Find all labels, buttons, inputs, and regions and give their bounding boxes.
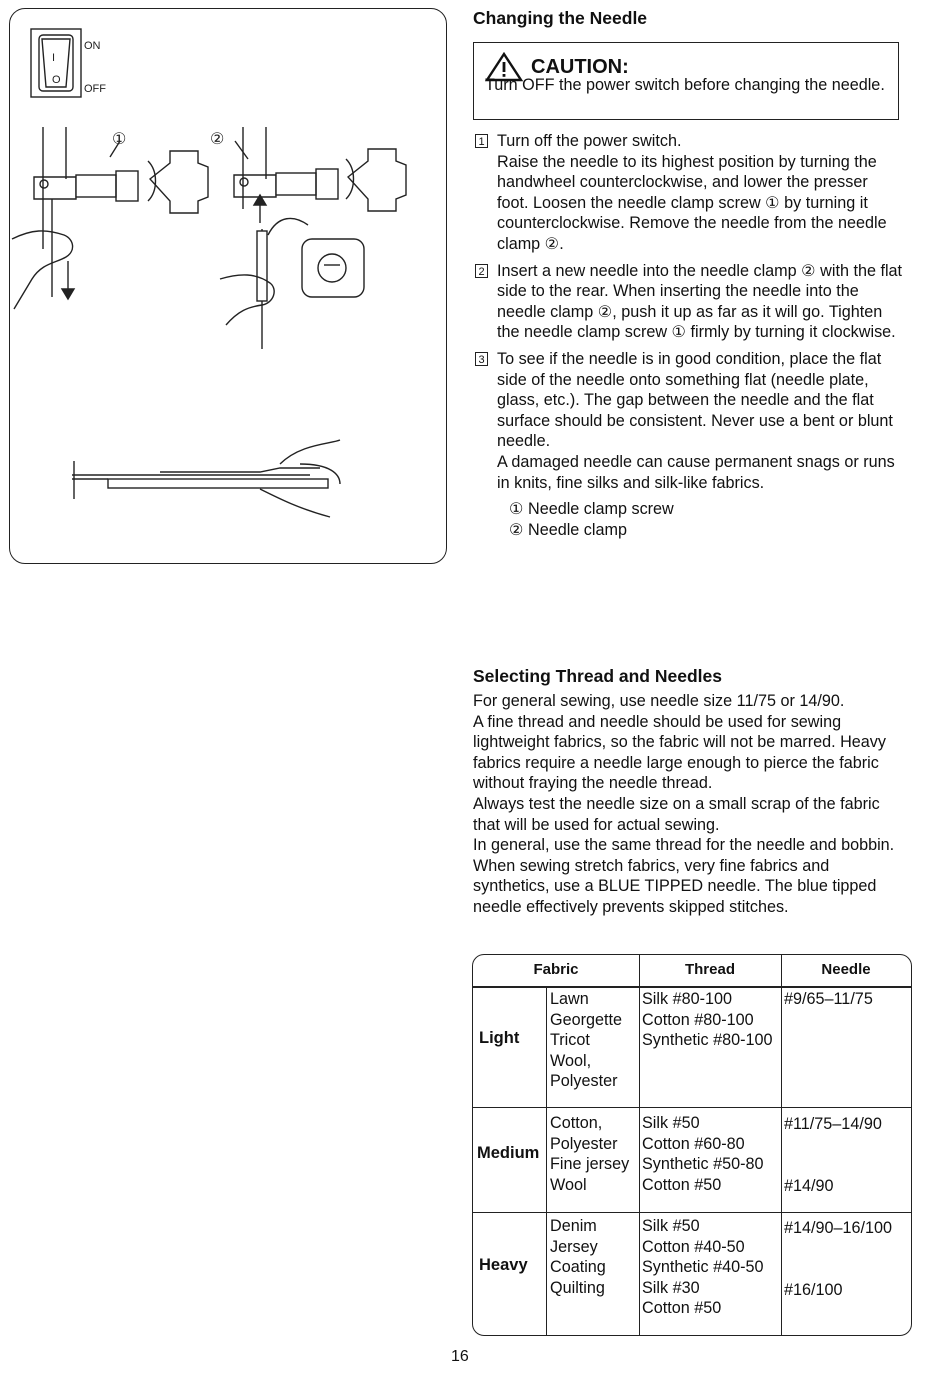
selecting-paragraph: For general sewing, use needle size 11/75 or 14/90. A fine thread and needle should be used for sewing lightweight fabrics, so the fabric will not be marred. Heavy fabrics require a needle large enough to pierce the fabric without fraying the needle thread. Always test the needle size on a small scrap of the fabric that will be used for actual sewing. In general, use the same thread for the needle and bobbin. When sewing stretch fabrics, very fine fabrics and synthetics, use a BLUE TIPPED needle. The blue tipped needle effectively prevents skipped stitches. <box>473 692 895 916</box>
legend-needle-clamp: ② Needle clamp <box>509 520 627 539</box>
step-2-text: Insert a new needle into the needle clamp ② with the flat side to the rear. When inserting the needle into the needle clamp ②, push it up as far as it will go. Tighten the needle clamp screw ① firmly by turning it clockwise. <box>497 261 903 342</box>
needle-change-illustration <box>9 8 447 564</box>
step-2 <box>473 261 903 343</box>
needle-light: #9/65–11/75 <box>784 990 873 1008</box>
needle-heavy: #14/90–16/100 #16/100 <box>784 1219 893 1299</box>
switch-o-label: O <box>52 74 61 86</box>
step-1-text: Turn off the power switch. Raise the needle to its highest position by turning the handwheel counterclockwise, and lower the presser foot. Loosen the needle clamp screw ① by turning it counterclockwise. Remove the needle from the needle clamp ②. <box>497 132 887 253</box>
step-3-text: To see if the needle is in good condition, place the flat side of the needle onto something flat (needle plate, glass, etc.). The gap between the needle and the flat surface should be consistent. Never use a bent or blunt needle. A damaged needle can cause permanent snags or runs in knits, fine silks and silk-like fabrics. <box>497 349 895 492</box>
caution-box <box>473 42 899 120</box>
step-1 <box>473 131 903 255</box>
needle-medium: #11/75–14/90 #14/90 <box>784 1115 882 1195</box>
caution-text: Turn OFF the power switch before changing the needle. <box>485 76 885 94</box>
callout-2: ② <box>210 131 225 148</box>
step-3 <box>473 349 903 493</box>
step-3-number: 3 <box>475 352 488 366</box>
category-heavy: Heavy <box>479 1256 528 1274</box>
category-light: Light <box>479 1029 520 1047</box>
step-1-number: 1 <box>475 134 488 148</box>
fabrics-light: Lawn Georgette Tricot Wool, Polyester <box>550 990 622 1091</box>
step-2-number: 2 <box>475 264 488 278</box>
thread-medium: Silk #50 Cotton #60-80 Synthetic #50-80 Cotton #50 <box>642 1114 764 1194</box>
switch-on-label: ON <box>84 40 101 52</box>
fabric-thread-needle-table <box>472 954 912 1336</box>
needle-diagram <box>10 9 448 565</box>
header-needle: Needle <box>821 961 871 978</box>
changing-needle-title: Changing the Needle <box>473 8 648 28</box>
selecting-title: Selecting Thread and Needles <box>473 666 722 686</box>
thread-heavy: Silk #50 Cotton #40-50 Synthetic #40-50 Silk #30 Cotton #50 <box>642 1217 764 1318</box>
header-thread: Thread <box>684 961 735 978</box>
callout-1: ① <box>112 131 127 148</box>
header-fabric: Fabric <box>533 961 579 978</box>
switch-i-label: I <box>52 52 56 64</box>
legend-needle-clamp-screw: ① Needle clamp screw <box>509 500 674 519</box>
thread-light: Silk #80-100 Cotton #80-100 Synthetic #80-100 <box>642 990 773 1050</box>
parts-legend <box>473 499 903 540</box>
changing-steps <box>473 131 903 540</box>
fabrics-heavy: Denim Jersey Coating Quilting <box>550 1217 606 1297</box>
category-medium: Medium <box>477 1144 540 1162</box>
switch-off-label: OFF <box>84 83 106 95</box>
fabrics-medium: Cotton, Polyester Fine jersey Wool <box>550 1114 630 1194</box>
caution-title: CAUTION: <box>531 55 629 78</box>
page-number: 16 <box>451 1348 469 1365</box>
table-header <box>473 955 911 988</box>
